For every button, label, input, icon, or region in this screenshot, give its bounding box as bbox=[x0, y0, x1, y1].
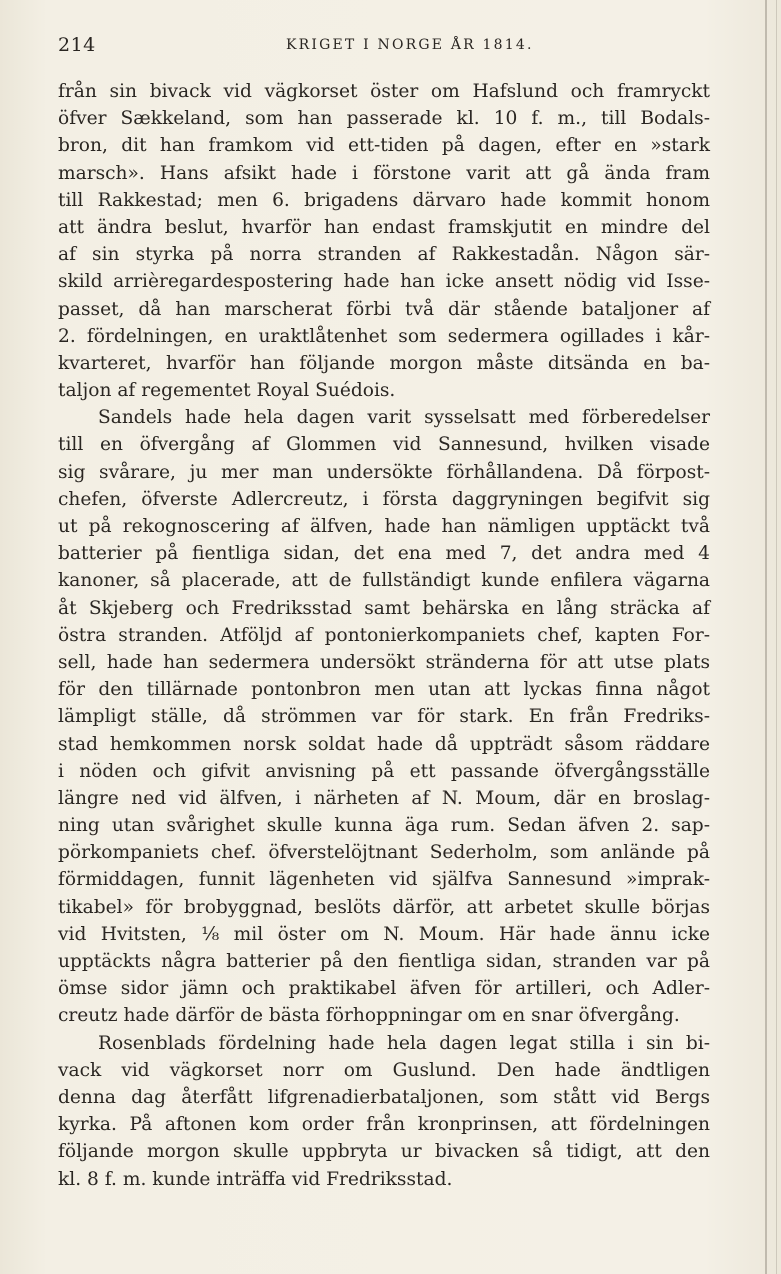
text-line: sig svårare, ju mer man undersökte förhållandena. Då förpost- bbox=[58, 461, 710, 483]
text-line: vack vid vägkorset norr om Guslund. Den hade ändtligen bbox=[58, 1059, 710, 1081]
text-line: skild arrièregardespostering hade han icke ansett nödig vid Isse- bbox=[58, 271, 710, 293]
text-line: vid Hvitsten, ¹⁄₈ mil öster om N. Moum. Här hade ännu icke bbox=[58, 923, 710, 945]
text-line: marsch». Hans afsikt hade i förstone varit att gå ända fram bbox=[58, 162, 710, 184]
text-line: i nöden och gifvit anvisning på ett passande öfvergångsställe bbox=[58, 760, 710, 782]
text-line: ömse sidor jämn och praktikabel äfven för artilleri, och Adler- bbox=[58, 978, 710, 1000]
text-line: till en öfvergång af Glommen vid Sannesund, hvilken visade bbox=[58, 434, 710, 456]
body-text bbox=[58, 78, 710, 1193]
page-edge bbox=[776, 0, 777, 1274]
page-edge bbox=[765, 0, 767, 1274]
text-line: för den tillärnade pontonbron men utan att lyckas finna något bbox=[58, 679, 710, 701]
text-line: kl. 8 f. m. kunde inträffa vid Fredriksstad. bbox=[58, 1168, 453, 1190]
text-line: till Rakkestad; men 6. brigadens därvaro hade kommit honom bbox=[58, 189, 710, 211]
text-line: passet, då han marscherat förbi två där stående bataljoner af bbox=[58, 298, 710, 320]
text-line: upptäckts några batterier på den fientliga sidan, stranden var på bbox=[58, 951, 710, 972]
text-line: kyrka. På aftonen kom order från kronprinsen, att fördelningen bbox=[58, 1114, 710, 1136]
text-line: följande morgon skulle uppbryta ur bivacken så tidigt, att den bbox=[58, 1141, 710, 1163]
text-line: kvarteret, hvarför han följande morgon måste ditsända en ba- bbox=[58, 352, 710, 374]
text-line: taljon af regementet Royal Suédois. bbox=[58, 380, 396, 402]
text-line: denna dag återfått lifgrenadierbataljonen, som stått vid Bergs bbox=[58, 1086, 710, 1108]
text-line: ning utan svårighet skulle kunna äga rum. Sedan äfven 2. sap- bbox=[58, 815, 710, 837]
text-line: längre ned vid älfven, i närheten af N. Moum, där en broslag- bbox=[58, 787, 710, 809]
text-line: lämpligt ställe, då strömmen var för stark. En från Fredriks- bbox=[58, 706, 710, 728]
text-line: chefen, öfverste Adlercreutz, i första daggryningen begifvit sig bbox=[58, 488, 710, 510]
text-line: stad hemkommen norsk soldat hade då uppträdt såsom räddare bbox=[58, 733, 710, 755]
text-line: åt Skjeberg och Fredriksstad samt behärska en lång sträcka af bbox=[58, 597, 710, 619]
text-line: batterier på fientliga sidan, det ena med 7, det andra med 4 bbox=[58, 543, 710, 565]
paragraph-start-line: Sandels hade hela dagen varit sysselsatt med förberedelser bbox=[98, 407, 710, 429]
text-line: östra stranden. Atföljd af pontonierkompaniets chef, kapten For- bbox=[58, 624, 710, 646]
page-number: 214 bbox=[58, 34, 96, 56]
page-header bbox=[58, 34, 710, 58]
text-line: att ändra beslut, hvarför han endast framskjutit en mindre del bbox=[58, 216, 710, 238]
text-line: sell, hade han sedermera undersökt stränderna för att utse plats bbox=[58, 651, 710, 673]
text-line: bron, dit han framkom vid ett-tiden på dagen, efter en »stark bbox=[58, 135, 710, 157]
text-line: öfver Sækkeland, som han passerade kl. 10 f. m., till Bodals- bbox=[58, 108, 710, 130]
text-line: creutz hade därför de bästa förhoppningar om en snar öfvergång. bbox=[58, 1005, 680, 1027]
text-line: från sin bivack vid vägkorset öster om Hafslund och framryckt bbox=[58, 81, 710, 102]
text-line: tikabel» för brobyggnad, beslöts därför, att arbetet skulle börjas bbox=[58, 896, 710, 918]
text-line: ut på rekognoscering af älfven, hade han nämligen upptäckt två bbox=[58, 516, 710, 537]
text-line: 2. fördelningen, en uraktlåtenhet som sedermera ogillades i kår- bbox=[58, 325, 710, 347]
text-line: af sin styrka på norra stranden af Rakkestadån. Någon sär- bbox=[58, 244, 710, 266]
text-line: kanoner, så placerade, att de fullständigt kunde enfilera vägarna bbox=[58, 570, 710, 592]
running-head: KRIGET I NORGE ÅR 1814. bbox=[286, 37, 534, 53]
text-line: pörkompaniets chef. öfverstelöjtnant Sederholm, som anlände på bbox=[58, 842, 710, 864]
paragraph-start-line: Rosenblads fördelning hade hela dagen legat stilla i sin bi- bbox=[98, 1032, 710, 1054]
text-line: förmiddagen, funnit lägenheten vid själfva Sannesund »imprak- bbox=[58, 869, 710, 891]
